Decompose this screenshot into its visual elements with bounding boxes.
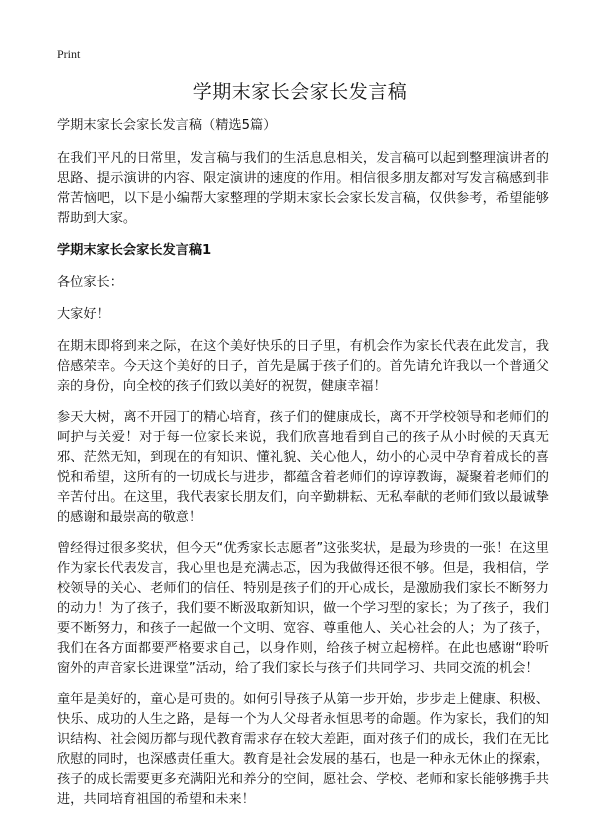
section-heading: 学期末家长会家长发言稿1 [57, 243, 212, 258]
body-paragraph: 曾经得过很多奖状，但今天“优秀家长志愿者”这张奖状，是最为珍贵的一张！在这里作为家长代表发言，我心里也是充满忐忑，因为我做得还很不够。但是，我相信，学校领导的关心、老师们的信任、特别是孩子们的开心成长，是激励我们家长不断努力的动力！为了孩子，我们要不断汲取新知识，做一个学习型的家长；为了孩子，我们要不断努力，和孩子一起做一个文明、宽容、尊重他人、关心社会的人；为了孩子，我们在各方面都要严格要求自己，以身作则，给孩子树立起榜样。在此也感谢“聆听窗外的声音家长进课堂”活动，给了我们家长与孩子们共同学习、共同交流的机会！ [57, 541, 549, 676]
salutation-audience: 各位家长： [57, 275, 123, 290]
salutation-greeting: 大家好！ [57, 307, 110, 322]
body-paragraph: 在期末即将到来之际，在这个美好快乐的日子里，有机会作为家长代表在此发言，我倍感荣幸。今天这个美好的日子，首先是属于孩子们的。首先请允许我以一个普通父亲的身份，向全校的孩子们致以美好的祝贺，健康幸福！ [57, 339, 549, 394]
intro-paragraph: 在我们平凡的日常里，发言稿与我们的生活息息相关，发言稿可以起到整理演讲者的思路、提示演讲的内容、限定演讲的速度的作用。相信很多朋友都对写发言稿感到非常苦恼吧，以下是小编帮大家整理的学期末家长会家长发言稿，仅供参考，希望能够帮助到大家。 [57, 151, 549, 226]
print-link[interactable]: Print [57, 47, 81, 61]
page-title: 学期末家长会家长发言稿 [192, 81, 408, 103]
document-body [57, 116, 549, 821]
body-paragraph: 参天大树，离不开园丁的精心培育，孩子们的健康成长，离不开学校领导和老师们的呵护与关爱！对于每一位家长来说，我们欣喜地看到自己的孩子从小时候的天真无邪、茫然无知，到现在的有知识、懂礼貌、关心他人，幼小的心灵中孕育着成长的喜悦和希望，这所有的一切成长与进步，都蕴含着老师们的谆谆教诲，凝聚着老师们的辛苦付出。在这里，我代表家长朋友们，向辛勤耕耘、无私奉献的老师们致以最诚挚的感谢和最崇高的敬意！ [57, 410, 549, 525]
body-paragraph: 童年是美好的，童心是可贵的。如何引导孩子从第一步开始，步步走上健康、积极、快乐、成功的人生之路，是每一个为人父母者永恒思考的命题。作为家长，我们的知识结构、社会阅历都与现代教育需求存在较大差距，面对孩子们的成长，我们在无比欣慰的同时，也深感责任重大。教育是社会发展的基石，也是一种永无休止的探索，孩子的成长需要更多充满阳光和养分的空间，愿社会、学校、老师和家长能够携手共进，共同培育祖国的希望和未来！ [57, 692, 549, 807]
document-subtitle: 学期末家长会家长发言稿（精选5篇） [57, 118, 277, 133]
